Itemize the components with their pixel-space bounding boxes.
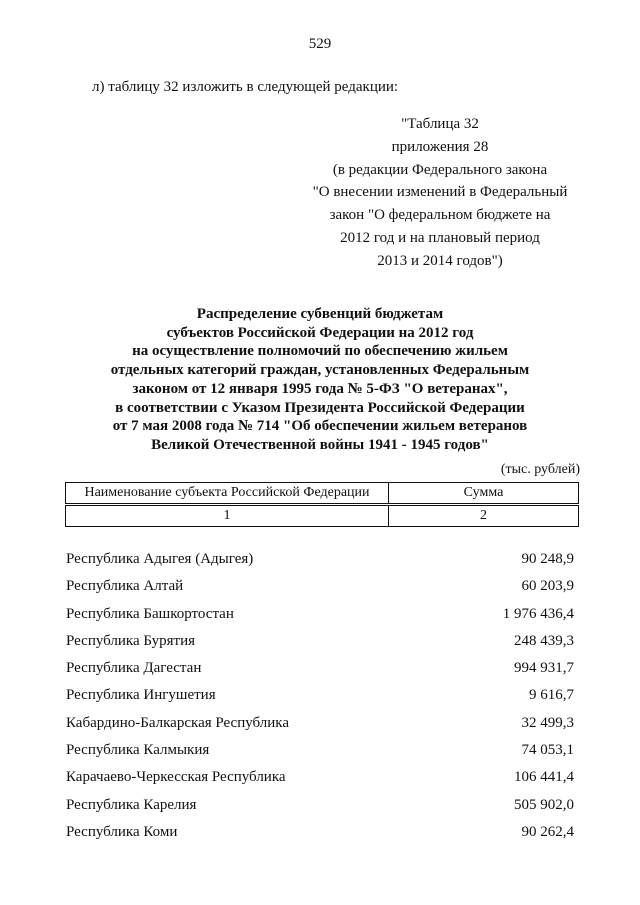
title-line: на осуществление полномочий по обеспечению жильем bbox=[132, 343, 508, 360]
region-name: Республика Калмыкия bbox=[66, 742, 210, 759]
table-row bbox=[66, 576, 574, 603]
title-line: законом от 12 января 1995 года № 5-ФЗ "О ветеранах", bbox=[132, 380, 508, 397]
region-name: Республика Карелия bbox=[66, 796, 197, 813]
document-title bbox=[0, 305, 640, 455]
table-reference-note bbox=[290, 113, 590, 273]
table-row bbox=[66, 740, 574, 767]
table-row bbox=[66, 604, 574, 631]
region-name: Республика Коми bbox=[66, 823, 178, 840]
amount-value: 106 441,4 bbox=[514, 769, 574, 786]
amount-value: 248 439,3 bbox=[514, 632, 574, 649]
table-body bbox=[66, 549, 574, 849]
note-line: "О внесении изменений в Федеральный bbox=[312, 184, 568, 201]
region-name: Республика Башкортостан bbox=[66, 605, 234, 622]
amount-value: 60 203,9 bbox=[521, 578, 574, 595]
page-number: 529 bbox=[308, 36, 332, 52]
unit-label: (тыс. рублей) bbox=[500, 462, 580, 477]
title-line: Великой Отечественной войны 1941 - 1945 годов" bbox=[151, 436, 489, 453]
table-header-row bbox=[65, 482, 579, 504]
table-row bbox=[66, 822, 574, 849]
note-line: (в редакции Федерального закона bbox=[332, 161, 548, 178]
title-line: Распределение субвенций бюджетам bbox=[196, 306, 444, 322]
amount-value: 74 053,1 bbox=[521, 742, 574, 759]
region-name: Республика Ингушетия bbox=[66, 687, 216, 704]
region-name: Карачаево-Черкесская Республика bbox=[66, 769, 286, 786]
amount-value: 90 248,9 bbox=[521, 551, 574, 567]
table-row bbox=[66, 795, 574, 822]
table-row bbox=[66, 549, 574, 576]
amount-value: 9 616,7 bbox=[529, 687, 574, 704]
note-line: закон "О федеральном бюджете на bbox=[329, 207, 551, 224]
note-line: 2013 и 2014 годов") bbox=[377, 252, 503, 269]
region-name: Республика Дагестан bbox=[66, 660, 202, 677]
table-row bbox=[66, 713, 574, 740]
table-row bbox=[66, 658, 574, 685]
column-number-2: 2 bbox=[480, 508, 487, 523]
table-row bbox=[66, 631, 574, 658]
title-line: от 7 мая 2008 года № 714 "Об обеспечении жильем ветеранов bbox=[112, 418, 528, 435]
intro-text: л) таблицу 32 изложить в следующей редакции: bbox=[92, 79, 399, 95]
title-line: субъектов Российской Федерации на 2012 год bbox=[166, 324, 474, 341]
header-amount: Сумма bbox=[463, 485, 504, 500]
table-row bbox=[66, 685, 574, 712]
column-number-1: 1 bbox=[66, 506, 389, 526]
region-name: Республика Адыгея (Адыгея) bbox=[66, 551, 254, 567]
region-name: Республика Алтай bbox=[66, 578, 184, 595]
region-name: Кабардино-Балкарская Республика bbox=[66, 714, 290, 731]
region-name: Республика Бурятия bbox=[66, 632, 196, 649]
amount-value: 994 931,7 bbox=[514, 660, 574, 677]
table-row bbox=[66, 767, 574, 794]
amount-value: 90 262,4 bbox=[521, 823, 574, 840]
amount-value: 1 976 436,4 bbox=[502, 605, 574, 622]
title-line: отдельных категорий граждан, установленных Федеральным bbox=[110, 362, 530, 379]
table-number-row bbox=[65, 505, 579, 527]
amount-value: 505 902,0 bbox=[514, 796, 574, 813]
title-line: в соответствии с Указом Президента Российской Федерации bbox=[115, 399, 525, 416]
header-subject: Наименование субъекта Российской Федерации bbox=[66, 483, 389, 503]
note-line: 2012 год и на плановый период bbox=[340, 229, 540, 246]
amount-value: 32 499,3 bbox=[521, 714, 574, 731]
note-line: приложения 28 bbox=[391, 138, 489, 155]
note-line: "Таблица 32 bbox=[401, 116, 479, 132]
